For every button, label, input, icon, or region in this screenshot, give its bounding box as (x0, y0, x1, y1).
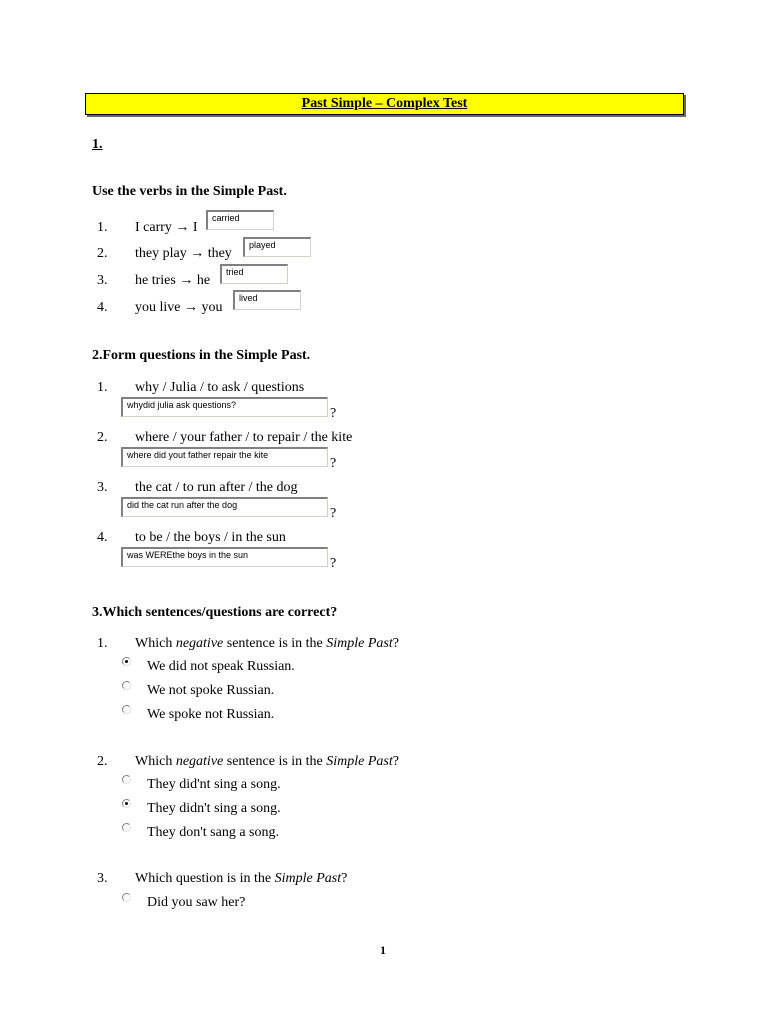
s3-q3-option-1-radio[interactable] (122, 893, 131, 902)
s3-q2-option-3-label: They don't sang a song. (147, 825, 280, 840)
s3-q1-option-3-radio[interactable] (122, 705, 131, 714)
s2-item-1-num: 1. (97, 380, 108, 395)
s1-item-4-num: 4. (97, 300, 108, 315)
section1-instruction: Use the verbs in the Simple Past. (92, 184, 287, 199)
section3-heading: 3.Which sentences/questions are correct? (92, 605, 338, 620)
s1-answer-3-input[interactable]: tried (220, 264, 288, 284)
s3-q1-option-1-radio[interactable] (122, 657, 131, 666)
s1-item-2-prompt: they play → they (135, 246, 232, 261)
s1-item-3-num: 3. (97, 273, 108, 288)
s2-item-2-num: 2. (97, 430, 108, 445)
s3-q3-text: Which question is in the Simple Past? (135, 871, 348, 886)
s3-q2-text: Which negative sentence is in the Simple Past? (135, 754, 399, 769)
page-number: 1 (380, 943, 386, 957)
s3-q2-option-1-radio[interactable] (122, 775, 131, 784)
s1-answer-2-input[interactable]: played (243, 237, 311, 257)
s2-answer-1-input[interactable]: whydid julia ask questions? (121, 397, 328, 417)
s3-q2-num: 2. (97, 754, 108, 769)
s2-item-1-qmark: ? (330, 406, 337, 421)
s3-q2-option-1-label: They did'nt sing a song. (147, 777, 281, 792)
s3-q1-option-2-label: We not spoke Russian. (147, 683, 275, 698)
s2-item-4-num: 4. (97, 530, 108, 545)
page-title: Past Simple – Complex Test (85, 93, 684, 115)
s2-answer-3-input[interactable]: did the cat run after the dog (121, 497, 328, 517)
section1-heading: 1. (92, 137, 103, 152)
s3-q3-num: 3. (97, 871, 108, 886)
s2-item-2-qmark: ? (330, 456, 337, 471)
section2-heading: 2.Form questions in the Simple Past. (92, 348, 311, 363)
s3-q2-option-2-radio[interactable] (122, 799, 131, 808)
s2-item-3-qmark: ? (330, 506, 337, 521)
s3-q1-num: 1. (97, 636, 108, 651)
s2-item-1-prompt: why / Julia / to ask / questions (135, 380, 305, 395)
s3-q3-option-1-label: Did you saw her? (147, 895, 246, 910)
s1-item-3-prompt: he tries → he (135, 273, 211, 288)
s3-q2-option-2-label: They didn't sing a song. (147, 801, 281, 816)
s2-answer-4-input[interactable]: was WEREthe boys in the sun (121, 547, 328, 567)
s1-answer-1-input[interactable]: carried (206, 210, 274, 230)
s3-q1-option-1-label: We did not speak Russian. (147, 659, 295, 674)
s3-q1-option-3-label: We spoke not Russian. (147, 707, 275, 722)
s2-item-3-num: 3. (97, 480, 108, 495)
s3-q1-text: Which negative sentence is in the Simple Past? (135, 636, 399, 651)
s1-item-1-prompt: I carry → I (135, 220, 198, 235)
s2-item-2-prompt: where / your father / to repair / the kite (135, 430, 353, 445)
s1-item-4-prompt: you live → you (135, 300, 223, 315)
s2-answer-2-input[interactable]: where did yout father repair the kite (121, 447, 328, 467)
s3-q1-option-2-radio[interactable] (122, 681, 131, 690)
s2-item-4-prompt: to be / the boys / in the sun (135, 530, 286, 545)
s1-item-2-num: 2. (97, 246, 108, 261)
s2-item-3-prompt: the cat / to run after / the dog (135, 480, 298, 495)
s2-item-4-qmark: ? (330, 556, 337, 571)
s3-q2-option-3-radio[interactable] (122, 823, 131, 832)
s1-item-1-num: 1. (97, 220, 108, 235)
s1-answer-4-input[interactable]: lived (233, 290, 301, 310)
